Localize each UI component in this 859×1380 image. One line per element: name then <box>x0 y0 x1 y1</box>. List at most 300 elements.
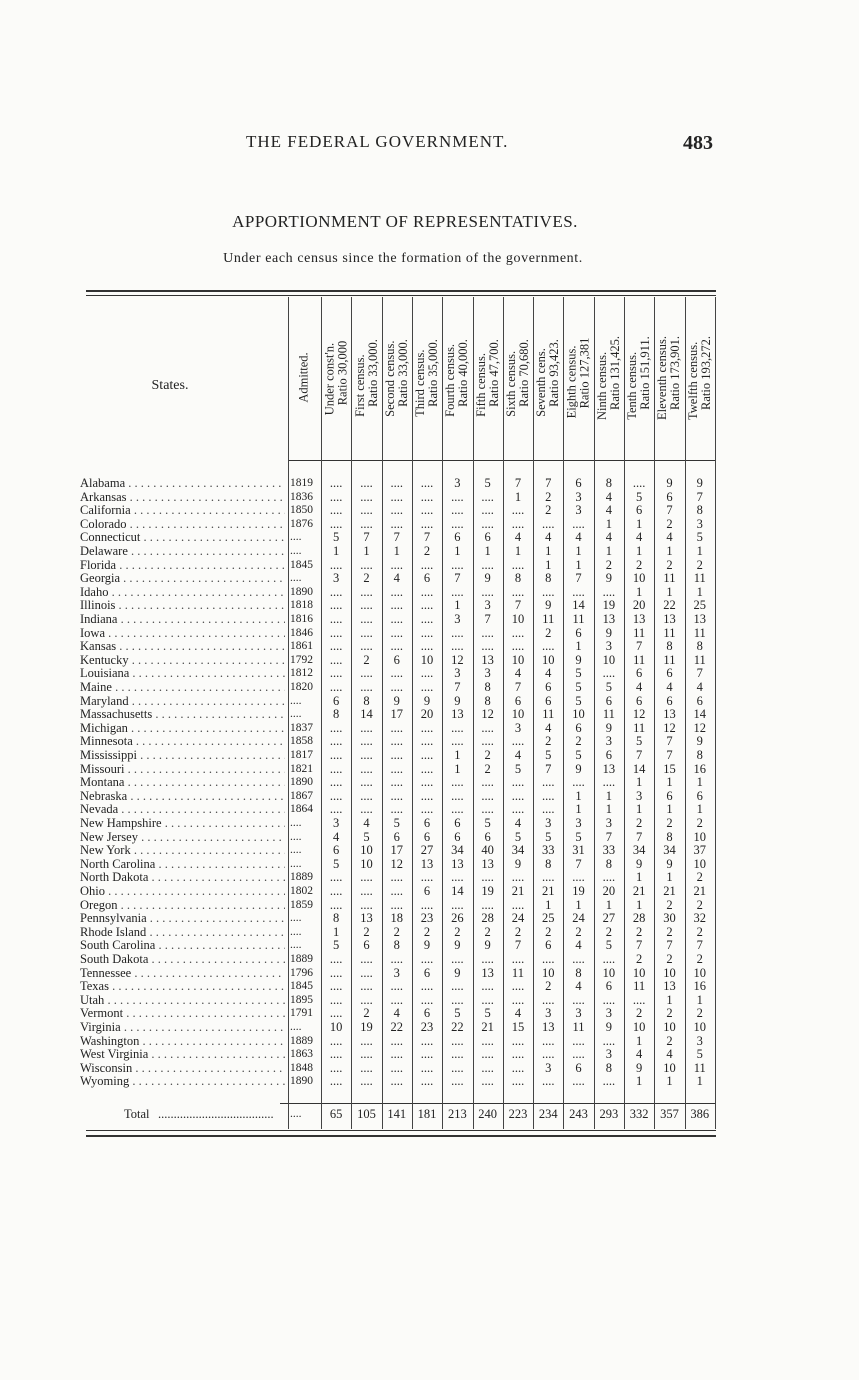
representatives-count: .... <box>420 625 434 640</box>
representatives-count: .... <box>511 639 525 654</box>
representatives-count: 3 <box>605 734 612 749</box>
representatives-count: 6 <box>423 884 431 898</box>
representatives-count: .... <box>390 720 403 735</box>
representatives-count: 9 <box>666 856 673 871</box>
census-column-title: Tenth census. <box>625 351 640 420</box>
representatives-count: 1 <box>666 584 673 599</box>
representatives-count: 12 <box>693 720 706 735</box>
representatives-count: 3 <box>545 1006 552 1021</box>
representatives-count: .... <box>481 516 494 531</box>
representatives-count: 2 <box>363 652 370 667</box>
representatives-count: 7 <box>363 530 370 545</box>
total-count: 234 <box>538 1107 558 1121</box>
representatives-count: .... <box>602 666 616 681</box>
representatives-count: .... <box>451 870 464 885</box>
representatives-count: .... <box>572 775 585 790</box>
representatives-count: 7 <box>514 938 522 953</box>
representatives-count: .... <box>390 503 403 518</box>
representatives-count: .... <box>451 625 464 640</box>
admitted-year: 1890 <box>290 585 313 598</box>
representatives-count: .... <box>390 748 403 762</box>
admitted-year: 1850 <box>290 504 313 517</box>
representatives-count: .... <box>360 516 373 531</box>
representatives-count: 11 <box>693 652 706 667</box>
representatives-count: .... <box>481 489 494 504</box>
representatives-count: 1 <box>575 788 582 803</box>
representatives-count: .... <box>390 1033 403 1048</box>
representatives-count: 1 <box>575 802 582 817</box>
representatives-count: 5 <box>484 816 491 830</box>
representatives-count: 8 <box>484 693 491 708</box>
admitted-year: 1876 <box>290 517 313 530</box>
column-rule <box>503 297 504 1129</box>
table-bottom-rule-outer <box>86 1135 716 1137</box>
state-name: Minnesota . . . <box>80 735 285 749</box>
representatives-count: .... <box>451 1033 464 1048</box>
representatives-count: .... <box>420 503 434 518</box>
representatives-count: .... <box>329 1033 343 1048</box>
census-column-header <box>594 295 624 460</box>
representatives-count: .... <box>360 503 373 518</box>
representatives-count: 3 <box>696 516 703 531</box>
representatives-count: 12 <box>481 707 494 722</box>
representatives-count: .... <box>329 503 343 518</box>
representatives-count: 2 <box>696 952 703 966</box>
representatives-count: 1 <box>454 761 461 776</box>
representatives-count: 6 <box>666 666 673 681</box>
representatives-count: .... <box>451 802 464 817</box>
representatives-count: 1 <box>545 897 552 912</box>
representatives-count: .... <box>390 884 403 898</box>
representatives-count: 9 <box>423 693 431 708</box>
representatives-count: 5 <box>333 530 340 545</box>
representatives-count: 4 <box>545 530 552 545</box>
representatives-count: .... <box>420 516 434 531</box>
representatives-count: .... <box>360 639 373 654</box>
state-name: Nevada . . . <box>80 803 285 817</box>
representatives-count: 4 <box>514 530 522 545</box>
representatives-count: 2 <box>666 924 673 939</box>
representatives-count: 11 <box>663 571 676 586</box>
representatives-count: .... <box>420 1074 434 1089</box>
representatives-count: .... <box>451 1074 464 1089</box>
total-count: 332 <box>629 1107 649 1121</box>
admitted-year: 1895 <box>290 993 313 1006</box>
census-column-header-text <box>414 339 440 417</box>
representatives-count: .... <box>481 1047 494 1062</box>
representatives-count: 2 <box>484 748 491 762</box>
representatives-count: 3 <box>454 612 461 626</box>
representatives-count: .... <box>511 788 525 803</box>
representatives-count: 13 <box>663 979 676 994</box>
representatives-count: .... <box>360 979 373 994</box>
representatives-count: 10 <box>693 965 706 980</box>
representatives-count: 8 <box>333 707 340 722</box>
admitted-year: .... <box>290 708 302 721</box>
representatives-count: 1 <box>333 924 340 939</box>
column-rule <box>288 297 289 1129</box>
total-top-rule <box>280 1103 716 1104</box>
admitted-year: 1791 <box>290 1007 313 1020</box>
representatives-count: 11 <box>693 1060 706 1075</box>
column-rule <box>351 297 352 1129</box>
representatives-count: 9 <box>454 965 461 980</box>
representatives-count: 1 <box>666 870 673 885</box>
census-column-title: Third census. <box>413 349 428 417</box>
state-name: Connecticut . . . <box>80 531 285 545</box>
admitted-year: 1802 <box>290 885 313 897</box>
total-count: 240 <box>478 1107 498 1121</box>
representatives-count: .... <box>329 612 343 626</box>
representatives-count: 25 <box>541 911 555 926</box>
representatives-count: .... <box>481 734 494 749</box>
representatives-count: .... <box>481 639 494 654</box>
representatives-count: 3 <box>605 639 612 654</box>
total-label: Total <box>124 1108 150 1121</box>
representatives-count: 1 <box>605 544 612 558</box>
representatives-count: .... <box>329 598 343 613</box>
representatives-count: .... <box>451 639 464 654</box>
representatives-count: 7 <box>636 938 643 953</box>
representatives-count: 34 <box>451 843 464 858</box>
representatives-count: 6 <box>484 530 491 545</box>
representatives-count: 10 <box>541 652 555 667</box>
representatives-count: 7 <box>666 938 673 953</box>
representatives-count: .... <box>511 557 525 572</box>
representatives-count: 5 <box>454 1006 461 1021</box>
table-top-rule <box>86 290 716 292</box>
representatives-count: 2 <box>454 924 461 939</box>
representatives-count: .... <box>451 720 464 735</box>
admitted-year: 1889 <box>290 1034 313 1047</box>
representatives-count: .... <box>390 979 403 994</box>
representatives-count: .... <box>451 1047 464 1062</box>
representatives-count: .... <box>511 979 525 994</box>
representatives-count: 22 <box>663 598 676 613</box>
representatives-count: .... <box>481 775 494 790</box>
census-column-title: Fourth census. <box>443 343 458 417</box>
representatives-count: .... <box>329 1074 343 1089</box>
representatives-count: 1 <box>514 489 522 504</box>
representatives-count: 5 <box>514 829 522 844</box>
admitted-year: 1846 <box>290 626 313 639</box>
representatives-count: .... <box>360 666 373 681</box>
representatives-count: .... <box>481 584 494 599</box>
representatives-count: .... <box>511 897 525 912</box>
representatives-count: 5 <box>636 489 643 504</box>
representatives-count: 4 <box>575 530 582 545</box>
census-column-header-text <box>505 339 531 417</box>
representatives-count: .... <box>329 625 343 640</box>
representatives-count: .... <box>541 802 555 817</box>
representatives-count: 4 <box>393 1006 400 1021</box>
census-column-ratio: Ratio 30,000 <box>335 340 350 405</box>
admitted-year: 1889 <box>290 953 313 965</box>
admitted-year: .... <box>290 1021 302 1033</box>
representatives-count: 4 <box>514 748 522 762</box>
state-name: Tennessee . . . <box>80 967 285 981</box>
representatives-count: 13 <box>663 707 676 722</box>
representatives-count: 7 <box>575 571 582 586</box>
representatives-count: 6 <box>423 965 431 980</box>
representatives-count: 7 <box>605 829 612 844</box>
census-column-header-text <box>535 339 561 417</box>
representatives-count: 10 <box>602 652 616 667</box>
representatives-count: 2 <box>545 734 552 749</box>
representatives-count: 3 <box>605 1006 612 1021</box>
representatives-count: .... <box>420 979 434 994</box>
representatives-count: 1 <box>636 870 643 885</box>
representatives-count: .... <box>511 734 525 749</box>
state-name: Illinois . . . <box>80 599 285 613</box>
representatives-count: 8 <box>696 748 703 762</box>
representatives-count: .... <box>329 952 343 966</box>
representatives-count: 2 <box>696 1006 703 1021</box>
representatives-count: 19 <box>602 598 616 613</box>
total-count: 65 <box>329 1107 343 1121</box>
representatives-count: .... <box>451 1060 464 1075</box>
representatives-count: 10 <box>572 707 585 722</box>
state-name: Kentucky . . . <box>80 654 285 668</box>
representatives-count: .... <box>481 788 494 803</box>
representatives-count: 3 <box>545 1060 552 1075</box>
state-name: Virginia . . . <box>80 1021 285 1035</box>
representatives-count: 6 <box>454 829 461 844</box>
representatives-count: 13 <box>420 856 434 871</box>
representatives-count: .... <box>481 979 494 994</box>
column-rule <box>321 297 322 1129</box>
representatives-count: .... <box>329 802 343 817</box>
representatives-count: 6 <box>666 489 673 504</box>
total-count: 293 <box>599 1107 619 1121</box>
total-count: 213 <box>447 1107 467 1121</box>
representatives-count: 7 <box>423 530 431 545</box>
admitted-year: 1861 <box>290 640 313 653</box>
representatives-count: 12 <box>390 856 403 871</box>
census-column-title: Twelfth census. <box>685 341 700 420</box>
representatives-count: .... <box>390 516 403 531</box>
representatives-count: .... <box>572 584 585 599</box>
representatives-count: 14 <box>632 761 646 776</box>
representatives-count: .... <box>360 897 373 912</box>
column-rule <box>685 297 686 1129</box>
representatives-count: 5 <box>393 816 400 830</box>
representatives-count: 7 <box>484 612 491 626</box>
representatives-count: 9 <box>545 598 552 613</box>
representatives-count: 10 <box>511 652 525 667</box>
representatives-count: .... <box>451 992 464 1007</box>
state-name: Iowa . . . <box>80 627 285 641</box>
representatives-count: .... <box>329 680 343 694</box>
representatives-count: 17 <box>390 707 403 722</box>
representatives-count: .... <box>360 788 373 803</box>
representatives-count: 1 <box>636 802 643 817</box>
representatives-count: .... <box>511 1074 525 1089</box>
representatives-count: .... <box>390 802 403 817</box>
representatives-count: 8 <box>605 476 612 490</box>
census-column-header-text <box>323 340 349 415</box>
state-name: Georgia . . . <box>80 572 285 586</box>
representatives-count: 34 <box>511 843 525 858</box>
representatives-count: 19 <box>572 884 585 898</box>
representatives-count: 10 <box>360 843 373 858</box>
representatives-count: 8 <box>545 571 552 586</box>
state-name: Indiana . . . <box>80 613 285 627</box>
representatives-count: .... <box>511 584 525 599</box>
representatives-count: 6 <box>514 693 522 708</box>
total-count: 141 <box>387 1107 407 1121</box>
representatives-count: 18 <box>390 911 403 926</box>
representatives-count: .... <box>541 1033 555 1048</box>
representatives-count: 3 <box>333 816 340 830</box>
representatives-count: .... <box>541 775 555 790</box>
state-name: North Dakota . . . <box>80 871 285 885</box>
representatives-count: 5 <box>636 734 643 749</box>
representatives-count: .... <box>541 788 555 803</box>
representatives-count: 15 <box>511 1020 525 1034</box>
state-name: Vermont . . . <box>80 1007 285 1021</box>
representatives-count: .... <box>481 625 494 640</box>
representatives-count: 11 <box>572 1020 585 1034</box>
column-rule <box>533 297 534 1129</box>
representatives-count: 2 <box>514 924 522 939</box>
representatives-count: 23 <box>420 911 434 926</box>
page-title: APPORTIONMENT OF REPRESENTATIVES. <box>232 212 578 231</box>
representatives-count: 1 <box>545 557 552 572</box>
representatives-count: 2 <box>605 924 612 939</box>
representatives-count: .... <box>481 992 494 1007</box>
representatives-count: 6 <box>393 652 400 667</box>
representatives-count: 1 <box>636 544 643 558</box>
total-count: 357 <box>660 1107 679 1121</box>
admitted-year: 1864 <box>290 803 313 816</box>
representatives-count: 6 <box>636 666 643 681</box>
representatives-count: 21 <box>693 884 706 898</box>
representatives-count: 9 <box>666 476 673 490</box>
representatives-count: .... <box>511 775 525 790</box>
representatives-count: 5 <box>484 476 491 490</box>
census-column-header-text <box>353 339 379 417</box>
representatives-count: .... <box>481 870 494 885</box>
state-name: Maryland . . . <box>80 695 285 709</box>
representatives-count: .... <box>329 965 343 980</box>
representatives-count: .... <box>541 952 555 966</box>
admitted-year: 1821 <box>290 762 313 775</box>
representatives-count: 7 <box>666 748 673 762</box>
representatives-count: 5 <box>605 938 612 953</box>
representatives-count: 6 <box>575 1060 582 1075</box>
representatives-count: .... <box>390 489 403 504</box>
representatives-count: 19 <box>360 1020 373 1034</box>
representatives-count: .... <box>329 489 343 504</box>
representatives-count: 8 <box>363 693 370 708</box>
representatives-count: .... <box>390 666 403 681</box>
representatives-count: .... <box>360 680 373 694</box>
representatives-count: 7 <box>636 829 643 844</box>
representatives-count: .... <box>481 802 494 817</box>
representatives-count: .... <box>360 720 373 735</box>
representatives-count: 10 <box>663 1020 676 1034</box>
representatives-count: 2 <box>636 1006 643 1021</box>
representatives-count: 4 <box>333 829 340 844</box>
representatives-count: 3 <box>393 965 400 980</box>
representatives-count: 33 <box>541 843 555 858</box>
representatives-count: .... <box>360 612 373 626</box>
representatives-count: 4 <box>514 666 522 681</box>
census-column-title: Eighth census. <box>564 345 579 418</box>
representatives-count: 21 <box>632 884 646 898</box>
representatives-count: 37 <box>693 843 706 858</box>
admitted-header <box>288 295 321 460</box>
representatives-count: .... <box>420 992 434 1007</box>
representatives-count: 6 <box>484 829 491 844</box>
total-count: 223 <box>508 1107 528 1121</box>
representatives-count: 28 <box>632 911 646 926</box>
representatives-count: 6 <box>666 788 673 803</box>
representatives-count: .... <box>511 503 525 518</box>
census-column-header <box>624 295 654 460</box>
census-column-header-text <box>687 336 713 420</box>
representatives-count: 3 <box>545 816 552 830</box>
representatives-count: 21 <box>481 1020 494 1034</box>
representatives-count: 5 <box>333 856 340 871</box>
representatives-count: .... <box>451 897 464 912</box>
representatives-count: .... <box>602 1033 616 1048</box>
representatives-count: 10 <box>663 1060 676 1075</box>
representatives-count: 9 <box>696 476 703 490</box>
representatives-count: 1 <box>575 897 582 912</box>
representatives-count: .... <box>360 1074 373 1089</box>
representatives-count: .... <box>481 1033 494 1048</box>
representatives-count: 2 <box>696 870 703 885</box>
total-leader: ..................................... <box>158 1108 274 1121</box>
representatives-count: 8 <box>545 856 552 871</box>
state-name: Michigan . . . <box>80 722 285 736</box>
representatives-count: 3 <box>484 598 491 613</box>
total-count: 181 <box>417 1107 437 1121</box>
admitted-year: 1836 <box>290 490 313 503</box>
state-name: Wisconsin . . . <box>80 1062 285 1076</box>
representatives-count: .... <box>602 952 616 966</box>
admitted-year: 1890 <box>290 1075 313 1088</box>
representatives-count: .... <box>451 979 464 994</box>
representatives-count: 6 <box>605 748 612 762</box>
representatives-count: 8 <box>696 639 703 654</box>
census-column-header-text <box>656 335 682 419</box>
representatives-count: .... <box>572 1033 585 1048</box>
representatives-count: 14 <box>360 707 373 722</box>
representatives-count: .... <box>329 666 343 681</box>
census-column-header <box>382 295 412 460</box>
representatives-count: 8 <box>393 938 400 953</box>
representatives-count: 1 <box>363 544 370 558</box>
representatives-count: .... <box>511 952 525 966</box>
representatives-count: .... <box>420 1047 434 1062</box>
representatives-count: 4 <box>545 666 552 681</box>
representatives-count: 21 <box>511 884 525 898</box>
representatives-count: 11 <box>693 625 706 640</box>
representatives-count: 1 <box>696 584 703 599</box>
state-name: Nebraska . . . <box>80 790 285 804</box>
admitted-year: 1816 <box>290 613 313 625</box>
representatives-count: 26 <box>451 911 464 926</box>
representatives-count: 1 <box>575 557 582 572</box>
page-number: 483 <box>683 132 713 154</box>
representatives-count: .... <box>572 1074 585 1089</box>
census-column-ratio: Ratio 93,423. <box>547 338 562 407</box>
representatives-count: 1 <box>666 802 673 817</box>
representatives-count: .... <box>420 489 434 504</box>
